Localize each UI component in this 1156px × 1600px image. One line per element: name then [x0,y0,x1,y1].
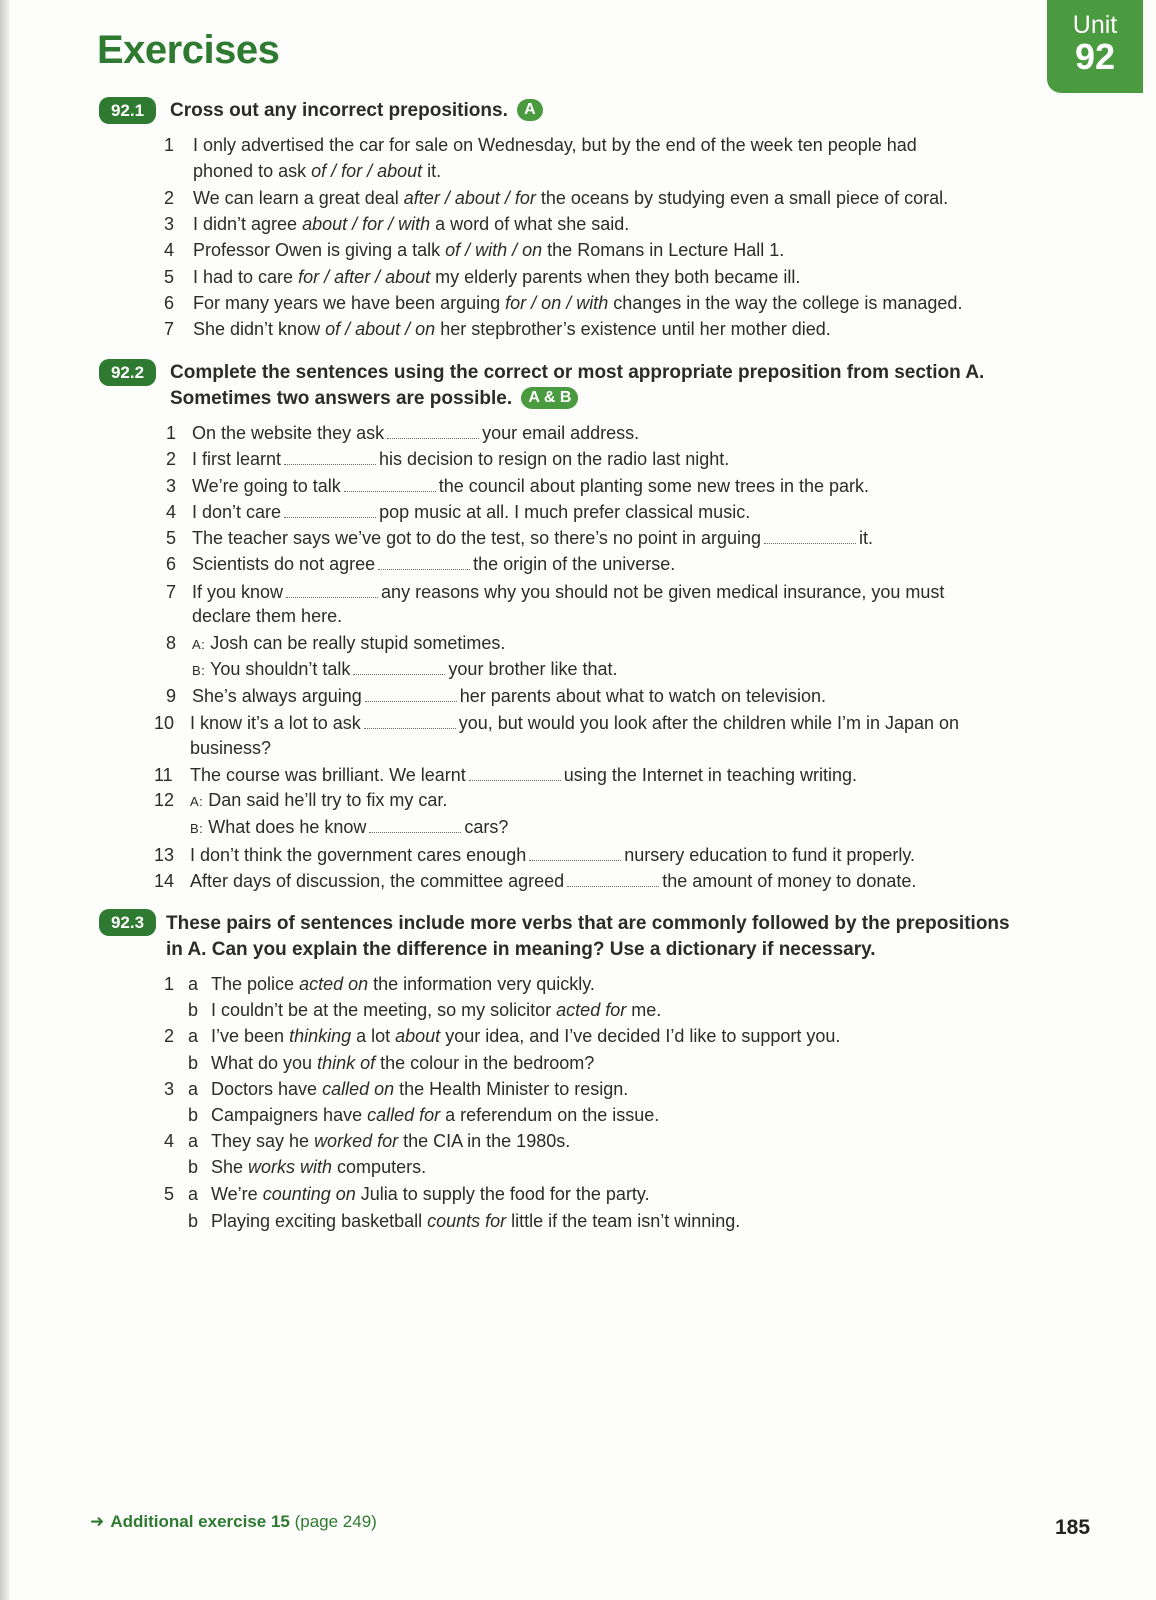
exercise-instruction [166,911,1010,963]
item-text-part: phoned to ask [193,161,312,181]
item-text-part: Campaigners have [211,1105,368,1125]
item-text [192,474,869,498]
item-text-part: your idea, and I’ve decided I’d like to support you. [440,1026,841,1046]
preposition-options: for / on / with [505,293,609,313]
sub-letter: b [188,1211,199,1231]
item-text-part: it. [422,161,442,181]
item-number: 3 [164,1079,175,1099]
item-text [192,580,944,604]
item-number: 1 [164,974,175,994]
sub-letter: a [188,1184,199,1204]
additional-exercise-link[interactable] [90,1512,377,1532]
item-text [193,186,948,210]
item-text-part: your brother like that. [448,659,618,679]
item-number: 12 [154,790,175,810]
item-text-part: On the website they ask [192,423,385,443]
sentence-a [211,1024,840,1048]
answer-blank[interactable] [364,714,456,729]
sentence-a [211,1182,650,1206]
item-text-part: Playing exciting basketball [211,1211,428,1231]
item-number: 2 [164,188,175,208]
item-number: 5 [166,528,177,548]
sub-letter: a [188,1079,199,1099]
verb-preposition: acted on [299,974,369,994]
instruction-text: Sometimes two answers are possible. [170,388,513,409]
item-text [192,500,750,524]
answer-blank[interactable] [286,583,378,598]
item-text-part: I couldn’t be at the meeting, so my solicitor [211,1000,557,1020]
item-text [193,159,441,183]
sentence-a [211,1129,570,1153]
item-number: 5 [164,267,175,287]
item-text-part: the CIA in the 1980s. [398,1131,571,1151]
item-text-part: computers. [332,1157,427,1177]
item-text [190,763,857,787]
item-text [192,447,729,471]
answer-blank[interactable] [378,555,470,570]
item-text-part: You shouldn’t talk [205,659,351,679]
item-text-part: the Health Minister to resign. [394,1079,629,1099]
item-number: 4 [166,502,177,522]
verb-preposition: called for [367,1105,441,1125]
section-ref-tag: A & B [521,387,578,409]
sentence-a [211,1077,628,1101]
sub-letter: b [188,1000,199,1020]
item-text-part: She [211,1157,249,1177]
answer-blank[interactable] [529,846,621,861]
item-text-part: They say he [211,1131,315,1151]
sentence-a [211,972,595,996]
item-text-part: If you know [192,582,284,602]
verb-preposition: counts for [427,1211,507,1231]
item-number: 5 [164,1184,175,1204]
instruction-text: Cross out any incorrect prepositions. [170,100,508,121]
item-text-part: cars? [464,817,509,837]
item-text-part: I don’t think the government cares enough [190,845,527,865]
verb-preposition: thinking [289,1026,352,1046]
verb-preposition: think of [317,1053,376,1073]
answer-blank[interactable] [764,529,856,544]
preposition-options: for / after / about [298,267,431,287]
page-title: Exercises [97,28,280,72]
item-number: 7 [164,319,175,339]
item-text-part: the Romans in Lecture Hall 1. [542,240,785,260]
item-number: 10 [154,713,175,733]
item-text-part: the oceans by studying even a small piece of coral. [535,188,949,208]
item-text-part: Julia to supply the food for the party. [355,1184,650,1204]
sentence-b [211,998,661,1022]
item-text: declare them here. [192,606,343,626]
sentence-b [211,1209,740,1233]
preposition-options: after / about / for [403,188,536,208]
item-number: 1 [164,135,175,155]
item-number: 7 [166,582,177,602]
preposition-options: of / with / on [445,240,543,260]
answer-blank[interactable] [469,766,561,781]
item-text-part: She didn’t know [193,319,326,339]
item-text [192,526,873,550]
item-text-part: I didn’t agree [193,214,303,234]
verb-preposition: worked for [314,1131,399,1151]
item-text-part: the information very quickly. [368,974,595,994]
item-text-part: I first learnt [192,449,282,469]
item-text-part: the council about planting some new trees in the park. [438,476,870,496]
item-number: 11 [154,765,173,785]
unit-number: 92 [1074,36,1116,77]
item-text [192,552,675,576]
dialogue-line [190,815,508,841]
item-text-part: her stepbrother’s existence until her mother died. [435,319,831,339]
item-text [193,212,629,236]
preposition-options: about / for / with [302,214,431,234]
answer-blank[interactable] [369,818,461,833]
item-text-part: We’re going to talk [192,476,341,496]
speaker-label: B: [192,663,206,678]
sub-letter: a [188,974,199,994]
item-text-part: it. [859,528,874,548]
item-text-part: She’s always arguing [192,686,362,706]
link-page-ref: (page 249) [294,1512,377,1531]
verb-preposition: acted for [556,1000,627,1020]
unit-tab [1047,0,1143,93]
item-number: 6 [164,293,175,313]
item-number: 2 [166,449,177,469]
link-text: Additional exercise 15 [110,1512,290,1531]
answer-blank[interactable] [284,503,376,518]
item-text [193,317,831,341]
sub-letter: b [188,1053,199,1073]
item-text [193,291,962,315]
item-number: 8 [166,633,177,653]
instruction-text: in A. Can you explain the difference in meaning? Use a dictionary if necessary. [166,939,876,960]
unit-label: Unit [1072,11,1118,39]
item-text-part: The course was brilliant. We learnt [190,765,466,785]
item-text-part: her parents about what to watch on television. [459,686,827,706]
item-text-part: your email address. [482,423,640,443]
answer-blank[interactable] [365,687,457,702]
item-text-part: I had to care [193,267,299,287]
item-text [193,238,784,262]
verb-preposition: called on [322,1079,395,1099]
exercise-badge-92-1: 92.1 [99,97,156,124]
answer-blank[interactable] [284,450,376,465]
item-text-part: using the Internet in teaching writing. [563,765,857,785]
item-text-part: After days of discussion, the committee agreed [190,871,565,891]
sub-letter: a [188,1131,199,1151]
item-number: 1 [166,423,177,443]
item-text-part: I know it’s a lot to ask [190,713,361,733]
item-number: 2 [164,1026,175,1046]
item-number: 13 [154,845,175,865]
item-text-part: little if the team isn’t winning. [506,1211,741,1231]
item-number: 9 [166,686,177,706]
item-text-part: the origin of the universe. [473,554,676,574]
sub-letter: b [188,1157,199,1177]
item-text-part: I’ve been [211,1026,290,1046]
arrow-right-icon: ➜ [90,1512,105,1531]
item-text-part: the colour in the bedroom? [375,1053,595,1073]
speaker-label: A: [192,637,206,652]
item-text-part: We’re [211,1184,263,1204]
answer-blank[interactable] [387,424,479,439]
item-text-part: Professor Owen is giving a talk [193,240,446,260]
item-text-part: changes in the way the college is managed. [608,293,963,313]
item-number: 4 [164,240,175,260]
preposition-options: of / about / on [325,319,436,339]
sub-letter: a [188,1026,199,1046]
item-text [190,869,916,893]
instruction-text: These pairs of sentences include more verbs that are commonly followed by the prepositions [166,913,1010,934]
sentence-b [211,1103,659,1127]
dialogue-line [190,788,447,814]
item-text-part: a lot [351,1026,396,1046]
item-text: I only advertised the car for sale on Wednesday, but by the end of the week ten people had [193,135,917,155]
exercise-badge-92-3: 92.3 [99,909,156,936]
item-text [190,843,915,867]
item-text-part: Scientists do not agree [192,554,376,574]
dialogue-line [192,631,505,657]
verb-preposition: about [395,1026,441,1046]
sentence-b [211,1155,426,1179]
item-text-part: I don’t care [192,502,282,522]
item-number: 4 [164,1131,175,1151]
item-number: 3 [164,214,175,234]
item-text-part: The teacher says we’ve got to do the test, so there’s no point in arguing [192,528,762,548]
answer-blank[interactable] [353,660,445,675]
item-text-part: a word of what she said. [430,214,630,234]
item-number: 6 [166,554,177,574]
exercise-instruction [170,98,543,124]
item-text-part: The police [211,974,300,994]
exercise-badge-92-2: 92.2 [99,359,156,386]
item-text [192,684,826,708]
item-text [192,421,639,445]
sentence-b [211,1051,594,1075]
answer-blank[interactable] [344,477,436,492]
item-text-part: Dan said he’ll try to fix my car. [203,790,448,810]
item-text-part: pop music at all. I much prefer classical music. [379,502,751,522]
verb-preposition: counting on [262,1184,356,1204]
item-text [193,265,800,289]
item-text: business? [190,738,272,758]
item-text-part: What do you [211,1053,318,1073]
section-ref-tag: A [517,99,543,121]
page-number: 185 [1055,1516,1091,1539]
item-number: 14 [154,871,175,891]
item-text-part: For many years we have been arguing [193,293,506,313]
item-text-part: his decision to resign on the radio last night. [379,449,730,469]
dialogue-line [192,657,618,683]
page-binding-edge [0,0,10,1600]
item-text-part: Doctors have [211,1079,323,1099]
item-text-part: We can learn a great deal [193,188,404,208]
item-text-part: a referendum on the issue. [440,1105,660,1125]
instruction-text: Complete the sentences using the correct or most appropriate preposition from section A. [170,362,985,383]
item-text-part: nursery education to fund it properly. [624,845,916,865]
item-text-part: Josh can be really stupid sometimes. [205,633,506,653]
item-text-part: the amount of money to donate. [662,871,917,891]
answer-blank[interactable] [567,872,659,887]
preposition-options: of / for / about [311,161,423,181]
item-text-part: What does he know [203,817,367,837]
item-text-part: any reasons why you should not be given medical insurance, you must [381,582,945,602]
exercise-instruction [170,360,984,412]
item-text-part: me. [626,1000,662,1020]
item-text-part: you, but would you look after the children while I’m in Japan on [458,713,960,733]
item-text-part: my elderly parents when they both became ill. [430,267,801,287]
speaker-label: B: [190,821,204,836]
item-text [190,711,959,735]
speaker-label: A: [190,794,204,809]
verb-preposition: works with [248,1157,333,1177]
item-number: 3 [166,476,177,496]
sub-letter: b [188,1105,199,1125]
